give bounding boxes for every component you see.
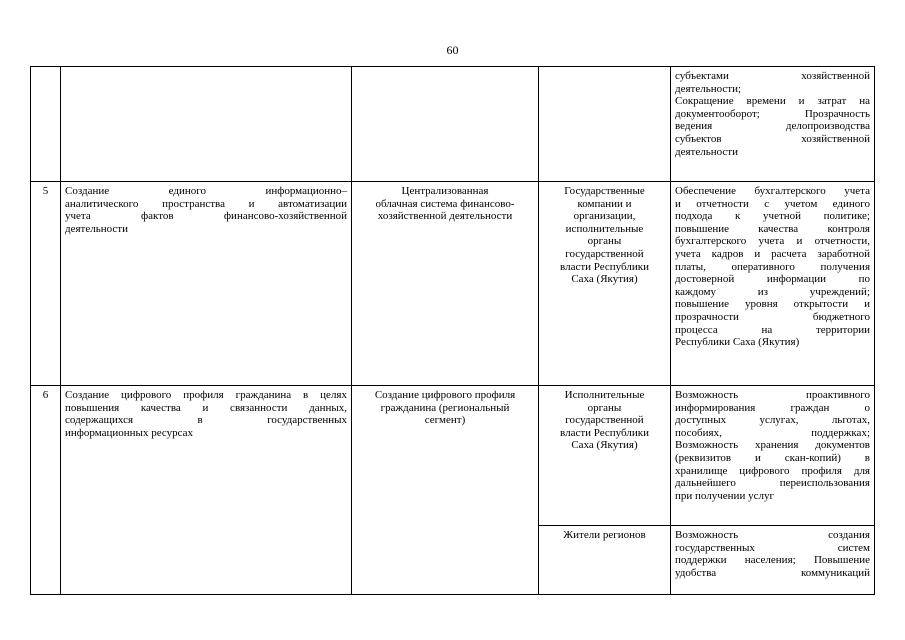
cell-line: Возможность проактивного [675, 389, 870, 401]
cell-line: Саха (Якутия) [571, 439, 638, 452]
participants [539, 67, 671, 182]
cell-line: деятельности [65, 222, 128, 235]
table-row [31, 386, 875, 526]
cell-line: аналитического пространства и автоматизации [65, 197, 347, 210]
cell-line: исполнительные [565, 222, 644, 235]
cell-line: государственной [565, 247, 644, 260]
cell-line: поддержки населения; Повышение [675, 554, 870, 567]
cell-line: доступных услугах, льготах, [675, 414, 870, 427]
cell-line: Централизованная [401, 185, 489, 197]
participants [539, 386, 671, 526]
information-system [352, 67, 539, 182]
cell-line: облачная система финансово- [375, 197, 515, 210]
cell-line: прозрачности бюджетного [675, 310, 870, 323]
cell-line: власти Республики [560, 260, 649, 273]
cell-line: содержащихся в государственных [65, 414, 347, 427]
measure-name [61, 67, 352, 182]
cell-line: информационных ресурсах [65, 426, 193, 439]
cell-line: информирования граждан о [675, 401, 870, 414]
row-number: 5 [31, 182, 61, 386]
cell-line: Исполнительные [564, 389, 645, 401]
cell-line: компании и [577, 197, 632, 210]
cell-line: документооборот; Прозрачность [675, 107, 870, 120]
row-number: 6 [31, 386, 61, 595]
information-system [352, 182, 539, 386]
cell-line: повышение уровня открытости и [675, 298, 870, 311]
cell-line: государственных систем [675, 541, 870, 554]
cell-line: Сокращение времени и затрат на [675, 95, 870, 108]
row-number [31, 67, 61, 182]
cell-line: Создание цифрового профиля гражданина в целях [65, 389, 347, 401]
cell-line: организации, [573, 210, 636, 223]
cell-line: деятельности [675, 145, 738, 158]
cell-line: Возможность создания [675, 529, 870, 541]
cell-line: бухгалтерского учета и отчетности, [675, 235, 870, 248]
cell-line: органы [587, 235, 622, 248]
cell-line: гражданина (региональный [380, 401, 510, 414]
cell-line: повышение качества контроля [675, 222, 870, 235]
cell-line: органы [587, 401, 622, 414]
expected-results [671, 67, 875, 182]
cell-line: Государственные [564, 185, 645, 197]
information-system [352, 386, 539, 595]
cell-line: Возможность хранения документов [675, 439, 870, 452]
table-row [31, 182, 875, 386]
cell-line: при получении услуг [675, 489, 774, 502]
cell-line: платы, оперативного получения [675, 260, 870, 273]
cell-line: ведения делопроизводства [675, 120, 870, 133]
expected-results [671, 386, 875, 526]
cell-line: подхода к учетной политике; [675, 210, 870, 223]
cell-line: хранилище цифрового профиля для [675, 464, 870, 477]
cell-line: удобства коммуникаций [675, 566, 870, 579]
cell-line: Создание единого информационно– [65, 185, 347, 197]
cell-line: учета кадров и расчета заработной [675, 247, 870, 260]
cell-line: хозяйственной деятельности [377, 210, 513, 223]
cell-line: и отчетности с учетом единого [675, 197, 870, 210]
cell-line: Создание цифрового профиля [374, 389, 516, 401]
cell-line: власти Республики [560, 426, 649, 439]
page-number: 60 [446, 43, 459, 57]
expected-results [671, 526, 875, 595]
cell-line: Саха (Якутия) [571, 273, 638, 286]
cell-line: сегмент) [424, 414, 466, 427]
cell-line: Республики Саха (Якутия) [675, 336, 800, 349]
measures-table [30, 66, 875, 595]
cell-line: процесса на территории [675, 323, 870, 336]
cell-line: Обеспечение бухгалтерского учета [675, 185, 870, 197]
cell-line: каждому из учреждений; [675, 285, 870, 298]
table-row [31, 67, 875, 182]
cell-line: деятельности; [675, 82, 742, 95]
cell-line: (реквизитов и скан-копий) в [675, 451, 870, 464]
cell-line: учета фактов финансово-хозяйственной [65, 210, 347, 223]
participants [539, 526, 671, 595]
cell-line: государственной [565, 414, 644, 427]
measure-name [61, 386, 352, 595]
cell-line: Жители регионов [563, 529, 646, 541]
participants [539, 182, 671, 386]
measure-name [61, 182, 352, 386]
expected-results [671, 182, 875, 386]
cell-line: дальнейшего переиспользования [675, 477, 870, 490]
cell-line: пособиях, поддержках; [675, 426, 870, 439]
cell-line: повышения качества и связанности данных, [65, 401, 347, 414]
cell-line: субъектов хозяйственной [675, 132, 870, 145]
cell-line: достоверной информации по [675, 273, 870, 286]
cell-line: субъектами хозяйственной [675, 70, 870, 82]
